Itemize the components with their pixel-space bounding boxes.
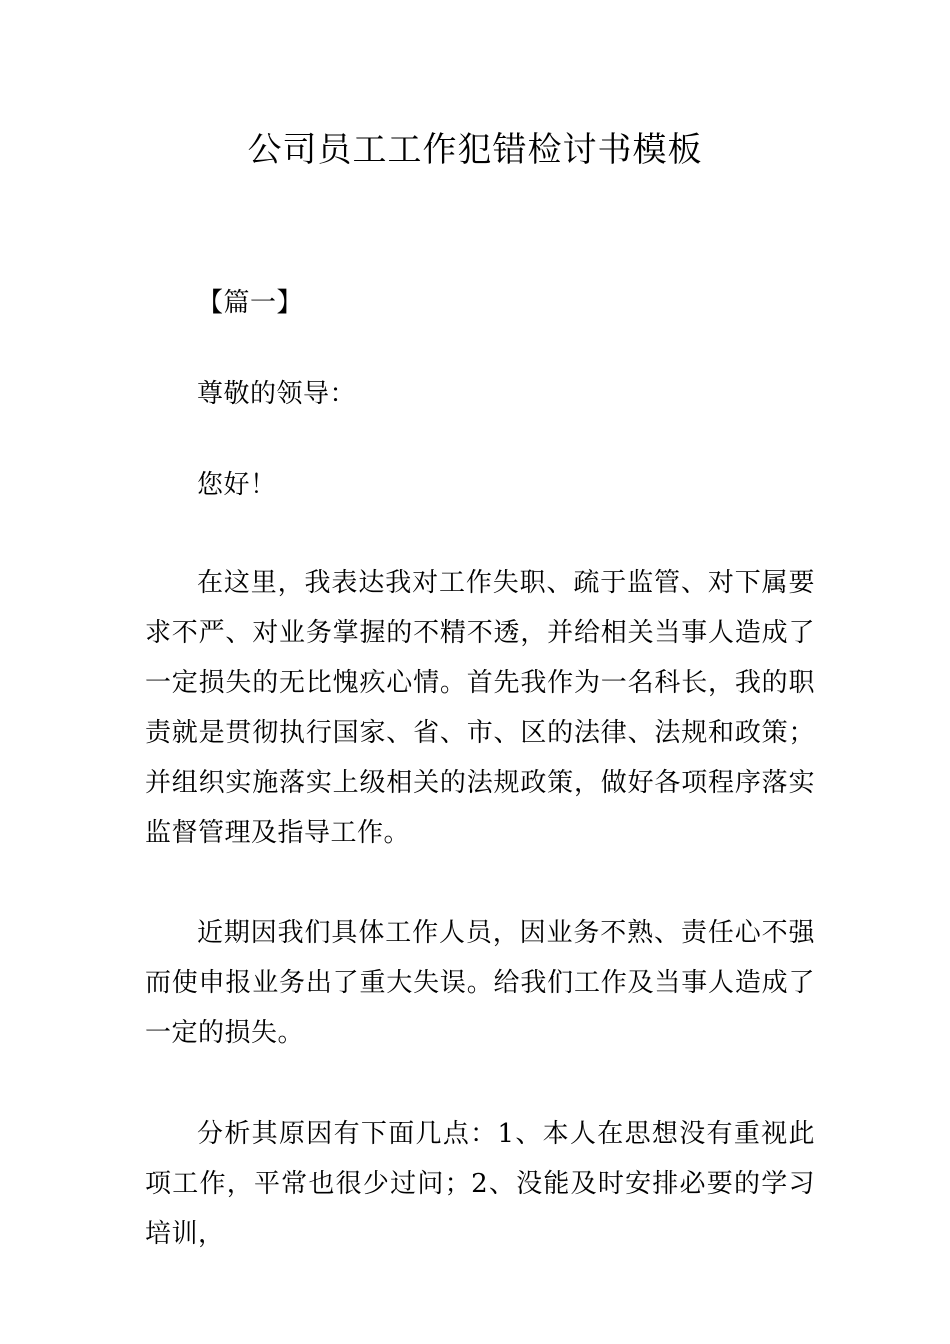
paragraph-3: 分析其原因有下面几点：1、本人在思想没有重视此项工作，平常也很少过问；2、没能及时安排必要的学习培训， xyxy=(145,1119,815,1249)
paragraph-2: 近期因我们具体工作人员，因业务不熟、责任心不强而使申报业务出了重大失误。给我们工作及当事人造成了一定的损失。 xyxy=(145,918,815,1048)
paragraph-1: 在这里，我表达我对工作失职、疏于监管、对下属要求不严、对业务掌握的不精不透，并给相关当事人造成了一定损失的无比愧疚心情。首先我作为一名科长，我的职责就是贯彻执行国家、省、市、区的法律、法规和政策；并组织实施落实上级相关的法规政策，做好各项程序落实监督管理及指导工作。 xyxy=(145,568,815,848)
section-label: 【篇一】 xyxy=(197,288,304,318)
document-body xyxy=(145,278,815,1259)
salutation: 尊敬的领导： xyxy=(197,379,357,409)
document-title: 公司员工工作犯错检讨书模板 xyxy=(247,130,703,170)
greeting: 您好！ xyxy=(197,470,277,500)
